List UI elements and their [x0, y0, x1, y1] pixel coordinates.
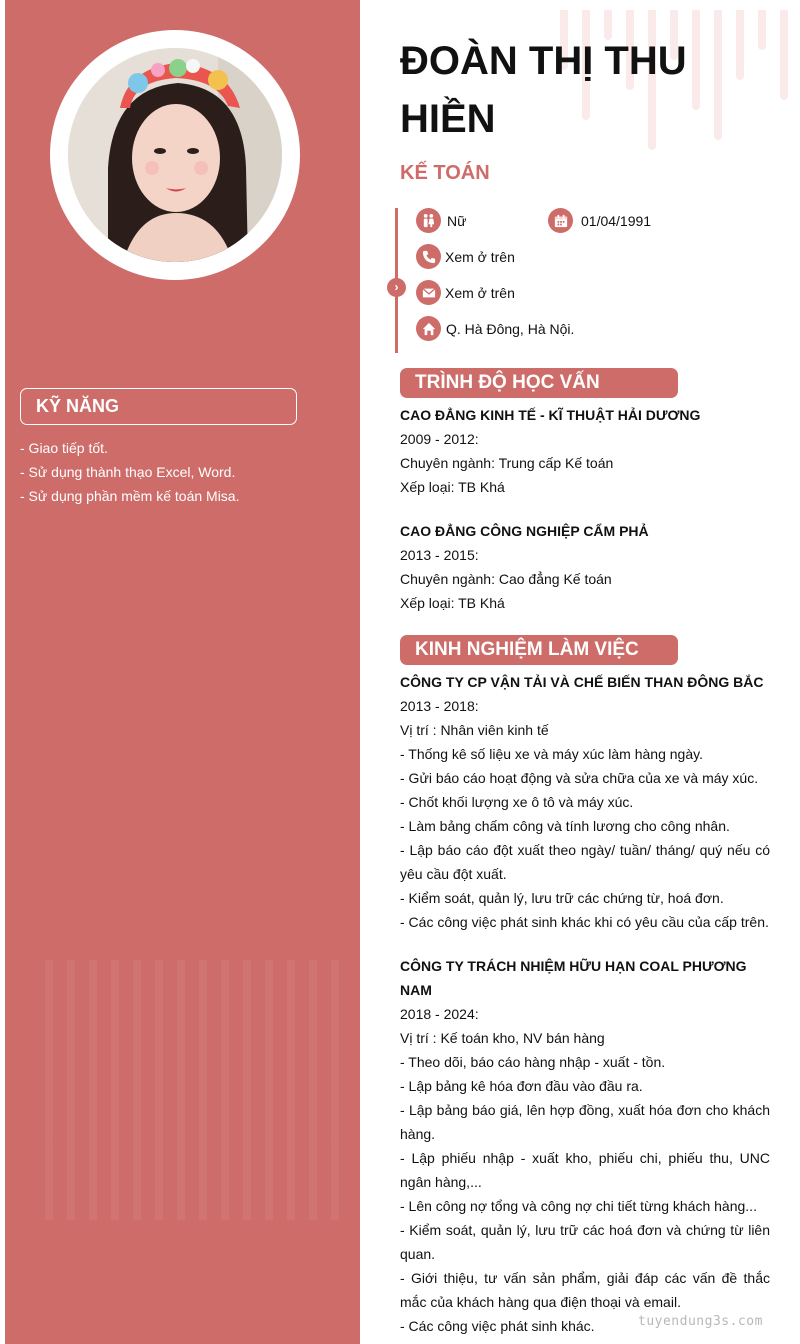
school-name: CAO ĐẲNG CÔNG NGHIỆP CẨM PHẢ — [400, 523, 649, 539]
duty-item: - Các công việc phát sinh khác khi có yêu cầu của cấp trên. — [400, 914, 769, 930]
duty-item: - Gửi báo cáo hoạt động và sửa chữa của xe và máy xúc. — [400, 770, 759, 786]
phone-icon — [416, 244, 441, 269]
decorative-stripes — [45, 960, 345, 1220]
duty-item: - Theo dõi, báo cáo hàng nhập - xuất - tồn. — [400, 1054, 666, 1070]
study-major: Chuyên ngành: Cao đẳng Kế toán — [400, 571, 612, 587]
calendar-icon — [548, 208, 573, 233]
work-position: Vị trí : Nhân viên kinh tế — [400, 722, 549, 738]
skills-heading: KỸ NĂNG — [20, 388, 297, 425]
skills-list — [20, 436, 239, 508]
study-period: 2009 - 2012: — [400, 431, 479, 447]
email-value: Xem ở trên — [445, 284, 515, 301]
duty-item: - Các công việc phát sinh khác. — [400, 1318, 595, 1334]
duty-item: - Lập phiếu nhập - xuất kho, phiếu chi, phiếu thu, UNC ngân hàng,... — [400, 1150, 770, 1190]
home-icon — [416, 316, 441, 341]
skill-item: - Sử dụng thành thạo Excel, Word. — [20, 464, 236, 480]
duty-item: - Lập bảng kê hóa đơn đầu vào đầu ra. — [400, 1078, 643, 1094]
work-period: 2013 - 2018: — [400, 698, 479, 714]
job-title: KẾ TOÁN — [400, 162, 490, 184]
duty-item: - Kiểm soát, quản lý, lưu trữ các hoá đơn và chứng từ liên quan. — [400, 1222, 770, 1262]
phone-value: Xem ở trên — [445, 248, 515, 265]
gender-icon — [416, 208, 441, 233]
experience-entry — [400, 954, 770, 1338]
avatar — [68, 48, 282, 262]
work-position: Vị trí : Kế toán kho, NV bán hàng — [400, 1030, 605, 1046]
birthday-value: 01/04/1991 — [581, 212, 652, 229]
email-row — [416, 280, 515, 305]
phone-row — [416, 244, 515, 269]
experience-heading: KINH NGHIỆM LÀM VIỆC — [400, 635, 678, 665]
address-value: Q. Hà Đông, Hà Nội. — [446, 320, 575, 337]
duty-item: - Làm bảng chấm công và tính lương cho công nhân. — [400, 818, 730, 834]
company-name: CÔNG TY TRÁCH NHIỆM HỮU HẠN COAL PHƯƠNG NAM — [400, 958, 747, 998]
education-entry — [400, 403, 770, 499]
gender-value: Nữ — [447, 212, 467, 229]
study-grade: Xếp loại: TB Khá — [400, 479, 505, 495]
duty-item: - Lập bảng báo giá, lên hợp đồng, xuất hóa đơn cho khách hàng. — [400, 1102, 770, 1142]
mail-icon — [416, 280, 441, 305]
education-entry — [400, 519, 770, 615]
watermark: tuyendung3s.com — [638, 1314, 763, 1329]
duty-item: - Giới thiệu, tư vấn sản phẩm, giải đáp các vấn đề thắc mắc của khách hàng qua điện thoại và email. — [400, 1270, 770, 1310]
candidate-name: ĐOÀN THỊ THU HIỀN — [400, 39, 687, 141]
duty-item: - Lập báo cáo đột xuất theo ngày/ tuần/ tháng/ quý nếu có yêu cầu đột xuất. — [400, 842, 770, 882]
duty-item: - Kiểm soát, quản lý, lưu trữ các chứng từ, hoá đơn. — [400, 890, 724, 906]
experience-entry — [400, 670, 770, 934]
chevron-right-icon: › — [387, 278, 406, 297]
company-name: CÔNG TY CP VẬN TẢI VÀ CHẾ BIẾN THAN ĐÔNG BẮC — [400, 674, 764, 690]
study-major: Chuyên ngành: Trung cấp Kế toán — [400, 455, 614, 471]
study-period: 2013 - 2015: — [400, 547, 479, 563]
education-heading: TRÌNH ĐỘ HỌC VẤN — [400, 368, 678, 398]
address-row — [416, 316, 574, 341]
birthday-row — [548, 208, 651, 233]
duty-item: - Chốt khối lượng xe ô tô và máy xúc. — [400, 794, 634, 810]
work-period: 2018 - 2024: — [400, 1006, 479, 1022]
duty-item: - Lên công nợ tổng và công nợ chi tiết từng khách hàng... — [400, 1198, 757, 1214]
duty-item: - Thống kê số liệu xe và máy xúc làm hàng ngày. — [400, 746, 703, 762]
skill-item: - Giao tiếp tốt. — [20, 440, 108, 456]
gender-row — [416, 208, 466, 233]
skill-item: - Sử dụng phần mềm kế toán Misa. — [20, 488, 240, 504]
school-name: CAO ĐẲNG KINH TẾ - KĨ THUẬT HẢI DƯƠNG — [400, 407, 701, 423]
study-grade: Xếp loại: TB Khá — [400, 595, 505, 611]
